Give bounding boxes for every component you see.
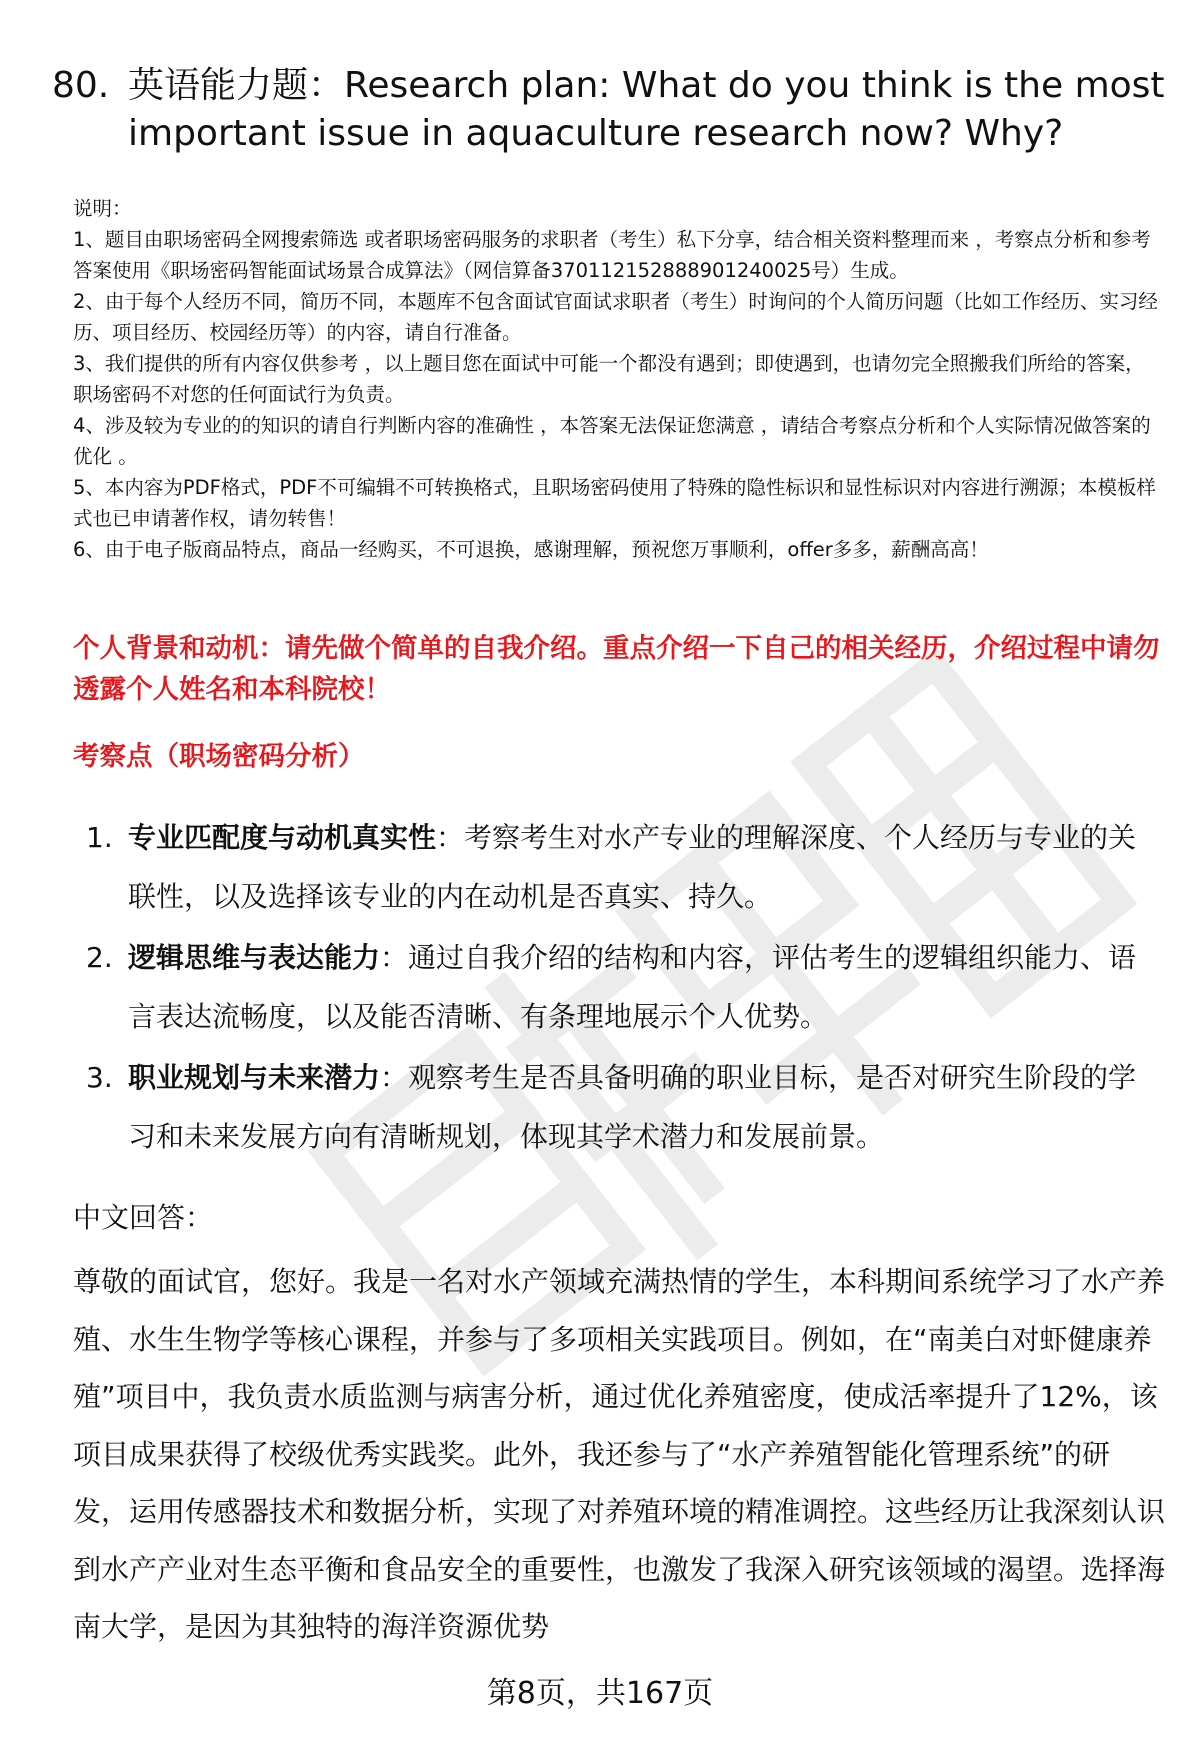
question-text: 英语能力题：Research plan: What do you think is the most important issue in aquaculture research now? Why? bbox=[128, 65, 1165, 154]
analysis-point bbox=[80, 928, 1160, 1046]
note-item: 4、涉及较为专业的的知识的请自行判断内容的准确性 ，本答案无法保证您满意 ，请结合考察点分析和个人实际情况做答案的优化 。 bbox=[73, 414, 1151, 468]
analysis-points bbox=[80, 808, 1160, 1168]
point-number: 1. bbox=[86, 821, 113, 854]
point-number: 2. bbox=[86, 941, 113, 974]
note-item: 1、题目由职场密码全网搜索筛选 或者职场密码服务的求职者（考生）私下分享，结合相关资料整理而来 ，考察点分析和参考答案使用《职场密码智能面试场景合成算法》（网信算备370112152888901240025号）生成。 bbox=[73, 228, 1151, 282]
point-title: 逻辑思维与表达能力 bbox=[128, 941, 381, 974]
note-item: 6、由于电子版商品特点，商品一经购买，不可退换，感谢理解，预祝您万事顺利，offer多多，薪酬高高！ bbox=[73, 538, 989, 561]
note-item: 3、我们提供的所有内容仅供参考 ，以上题目您在面试中可能一个都没有遇到；即使遇到，也请勿完全照搬我们所给的答案，职场密码不对您的任何面试行为负责。 bbox=[73, 352, 1145, 406]
analysis-point bbox=[80, 1048, 1160, 1166]
point-title: 专业匹配度与动机真实性 bbox=[128, 821, 437, 854]
point-number: 3. bbox=[86, 1061, 113, 1094]
point-title: 职业规划与未来潜力 bbox=[128, 1061, 381, 1094]
answer-title: 中文回答： bbox=[73, 1201, 214, 1234]
notes-heading: 说明： bbox=[73, 197, 132, 220]
analysis-point bbox=[80, 808, 1160, 926]
notes-section bbox=[73, 193, 1163, 565]
intro-prompt: 个人背景和动机：请先做个简单的自我介绍。重点介绍一下自己的相关经历，介绍过程中请勿透露个人姓名和本科院校！ bbox=[73, 633, 1160, 705]
note-item: 5、本内容为PDF格式，PDF不可编辑不可转换格式，且职场密码使用了特殊的隐性标识和显性标识对内容进行溯源；本模板样式也已申请著作权，请勿转售！ bbox=[73, 476, 1156, 530]
note-item: 2、由于每个人经历不同，简历不同，本题库不包含面试官面试求职者（考生）时询问的个人简历问题（比如工作经历、实习经历、项目经历、校园经历等）的内容，请自行准备。 bbox=[73, 290, 1158, 344]
analysis-title: 考察点（职场密码分析） bbox=[73, 741, 365, 772]
question-number: 80. bbox=[52, 65, 110, 106]
page-footer: 第8页，共167页 bbox=[486, 1676, 714, 1711]
point-text: ：通过自我介绍的结构和内容，评估考生的逻辑组织能力、语言表达流畅度，以及能否清晰、有条理地展示个人优势。 bbox=[128, 941, 1137, 1033]
answer-text: 尊敬的面试官，您好。我是一名对水产领域充满热情的学生，本科期间系统学习了水产养殖、水生生物学等核心课程，并参与了多项相关实践项目。例如，在“南美白对虾健康养殖”项目中，我负责水质监测与病害分析，通过优化养殖密度，使成活率提升了12%，该项目成果获得了校级优秀实践奖。此外，我还参与了“水产养殖智能化管理系统”的研发，运用传感器技术和数据分析，实现了对养殖环境的精准调控。这些经历让我深刻认识到水产产业对生态平衡和食品安全的重要性，也激发了我深入研究该领域的渴望。选择海南大学，是因为其独特的海洋资源优势 bbox=[73, 1265, 1166, 1643]
point-text: ：考察考生对水产专业的理解深度、个人经历与专业的关联性，以及选择该专业的内在动机是否真实、持久。 bbox=[128, 821, 1137, 913]
point-text: ：观察考生是否具备明确的职业目标，是否对研究生阶段的学习和未来发展方向有清晰规划，体现其学术潜力和发展前景。 bbox=[128, 1061, 1137, 1153]
